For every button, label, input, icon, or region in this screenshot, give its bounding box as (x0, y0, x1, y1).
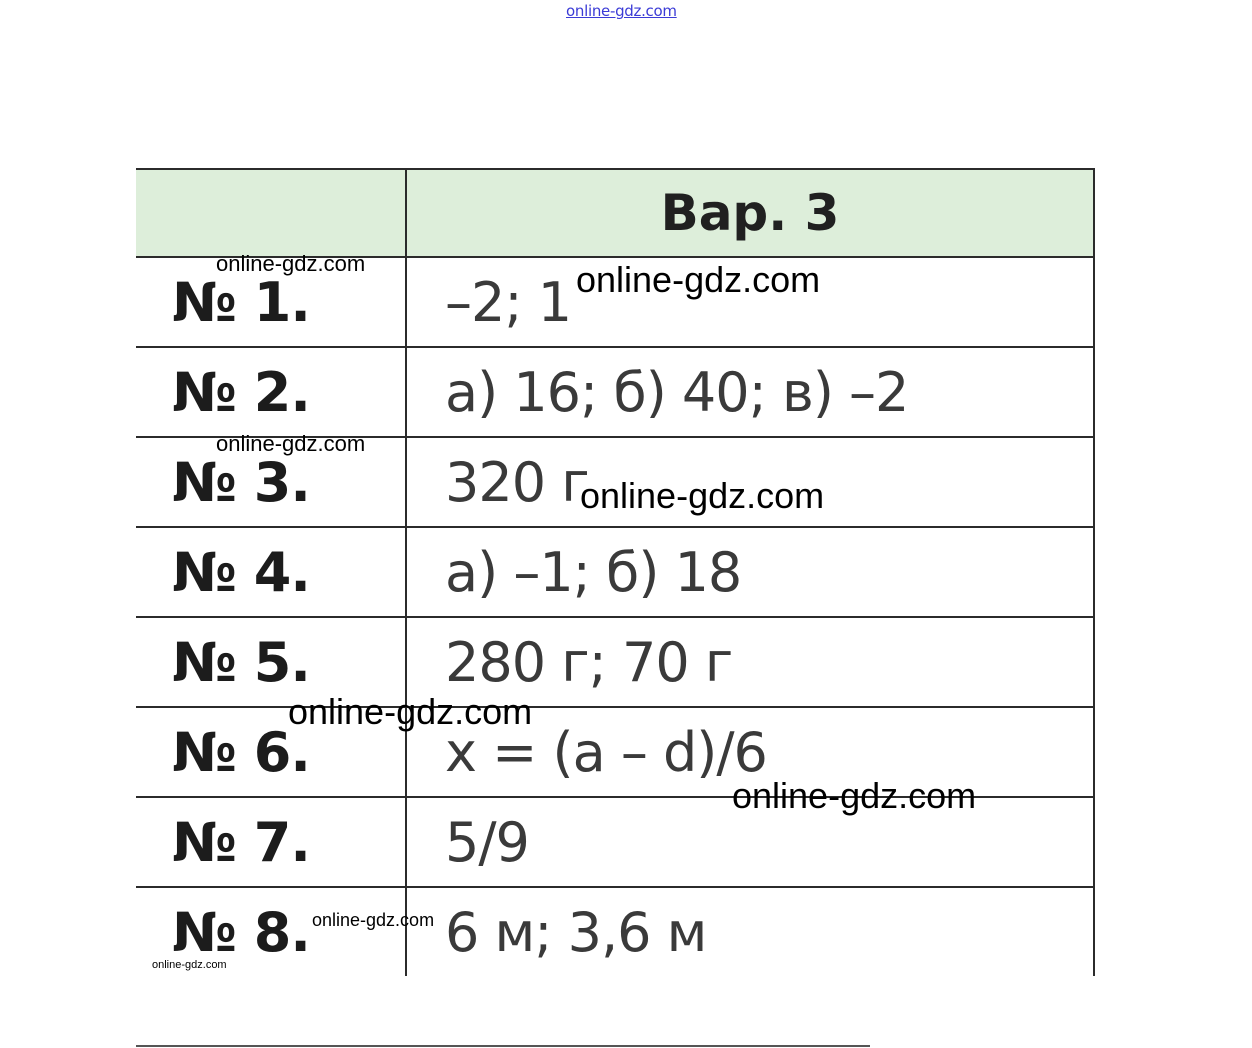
answer-cell: x = (a – d)/6 (406, 707, 1094, 797)
watermark: online-gdz.com (216, 431, 366, 456)
table-row (136, 347, 1094, 437)
watermark: online-gdz.com (576, 259, 821, 300)
answer-cell: 5/9 (406, 797, 1094, 887)
problem-number: № 4. (136, 527, 406, 617)
site-link[interactable]: online-gdz.com (566, 2, 677, 20)
table-row (136, 887, 1094, 976)
answer-cell: 280 г; 70 г (406, 617, 1094, 707)
variant-header: Вар. 3 (406, 169, 1094, 257)
problem-number: № 7. (136, 797, 406, 887)
header-empty-cell (136, 169, 406, 257)
problem-number: № 6. (136, 707, 406, 797)
problem-number: № 5. (136, 617, 406, 707)
watermark: online-gdz.com (312, 910, 435, 930)
bottom-divider (136, 1045, 870, 1047)
watermark: online-gdz.com (580, 475, 825, 516)
table-header-row (136, 169, 1094, 257)
table-row (136, 617, 1094, 707)
watermark: online-gdz.com (152, 959, 227, 971)
problem-number: № 8. (136, 887, 406, 976)
answer-cell: 320 г (406, 437, 1094, 527)
answer-cell: а) –1; б) 18 (406, 527, 1094, 617)
watermark: online-gdz.com (288, 691, 533, 732)
answer-cell: а) 16; б) 40; в) –2 (406, 347, 1094, 437)
answer-cell: 6 м; 3,6 м (406, 887, 1094, 976)
watermark: online-gdz.com (216, 251, 366, 276)
problem-number: № 3. (136, 437, 406, 527)
table-row (136, 527, 1094, 617)
watermark: online-gdz.com (732, 775, 977, 816)
problem-number: № 2. (136, 347, 406, 437)
problem-number: № 1. (136, 257, 406, 347)
answer-cell: –2; 1 (406, 257, 1094, 347)
